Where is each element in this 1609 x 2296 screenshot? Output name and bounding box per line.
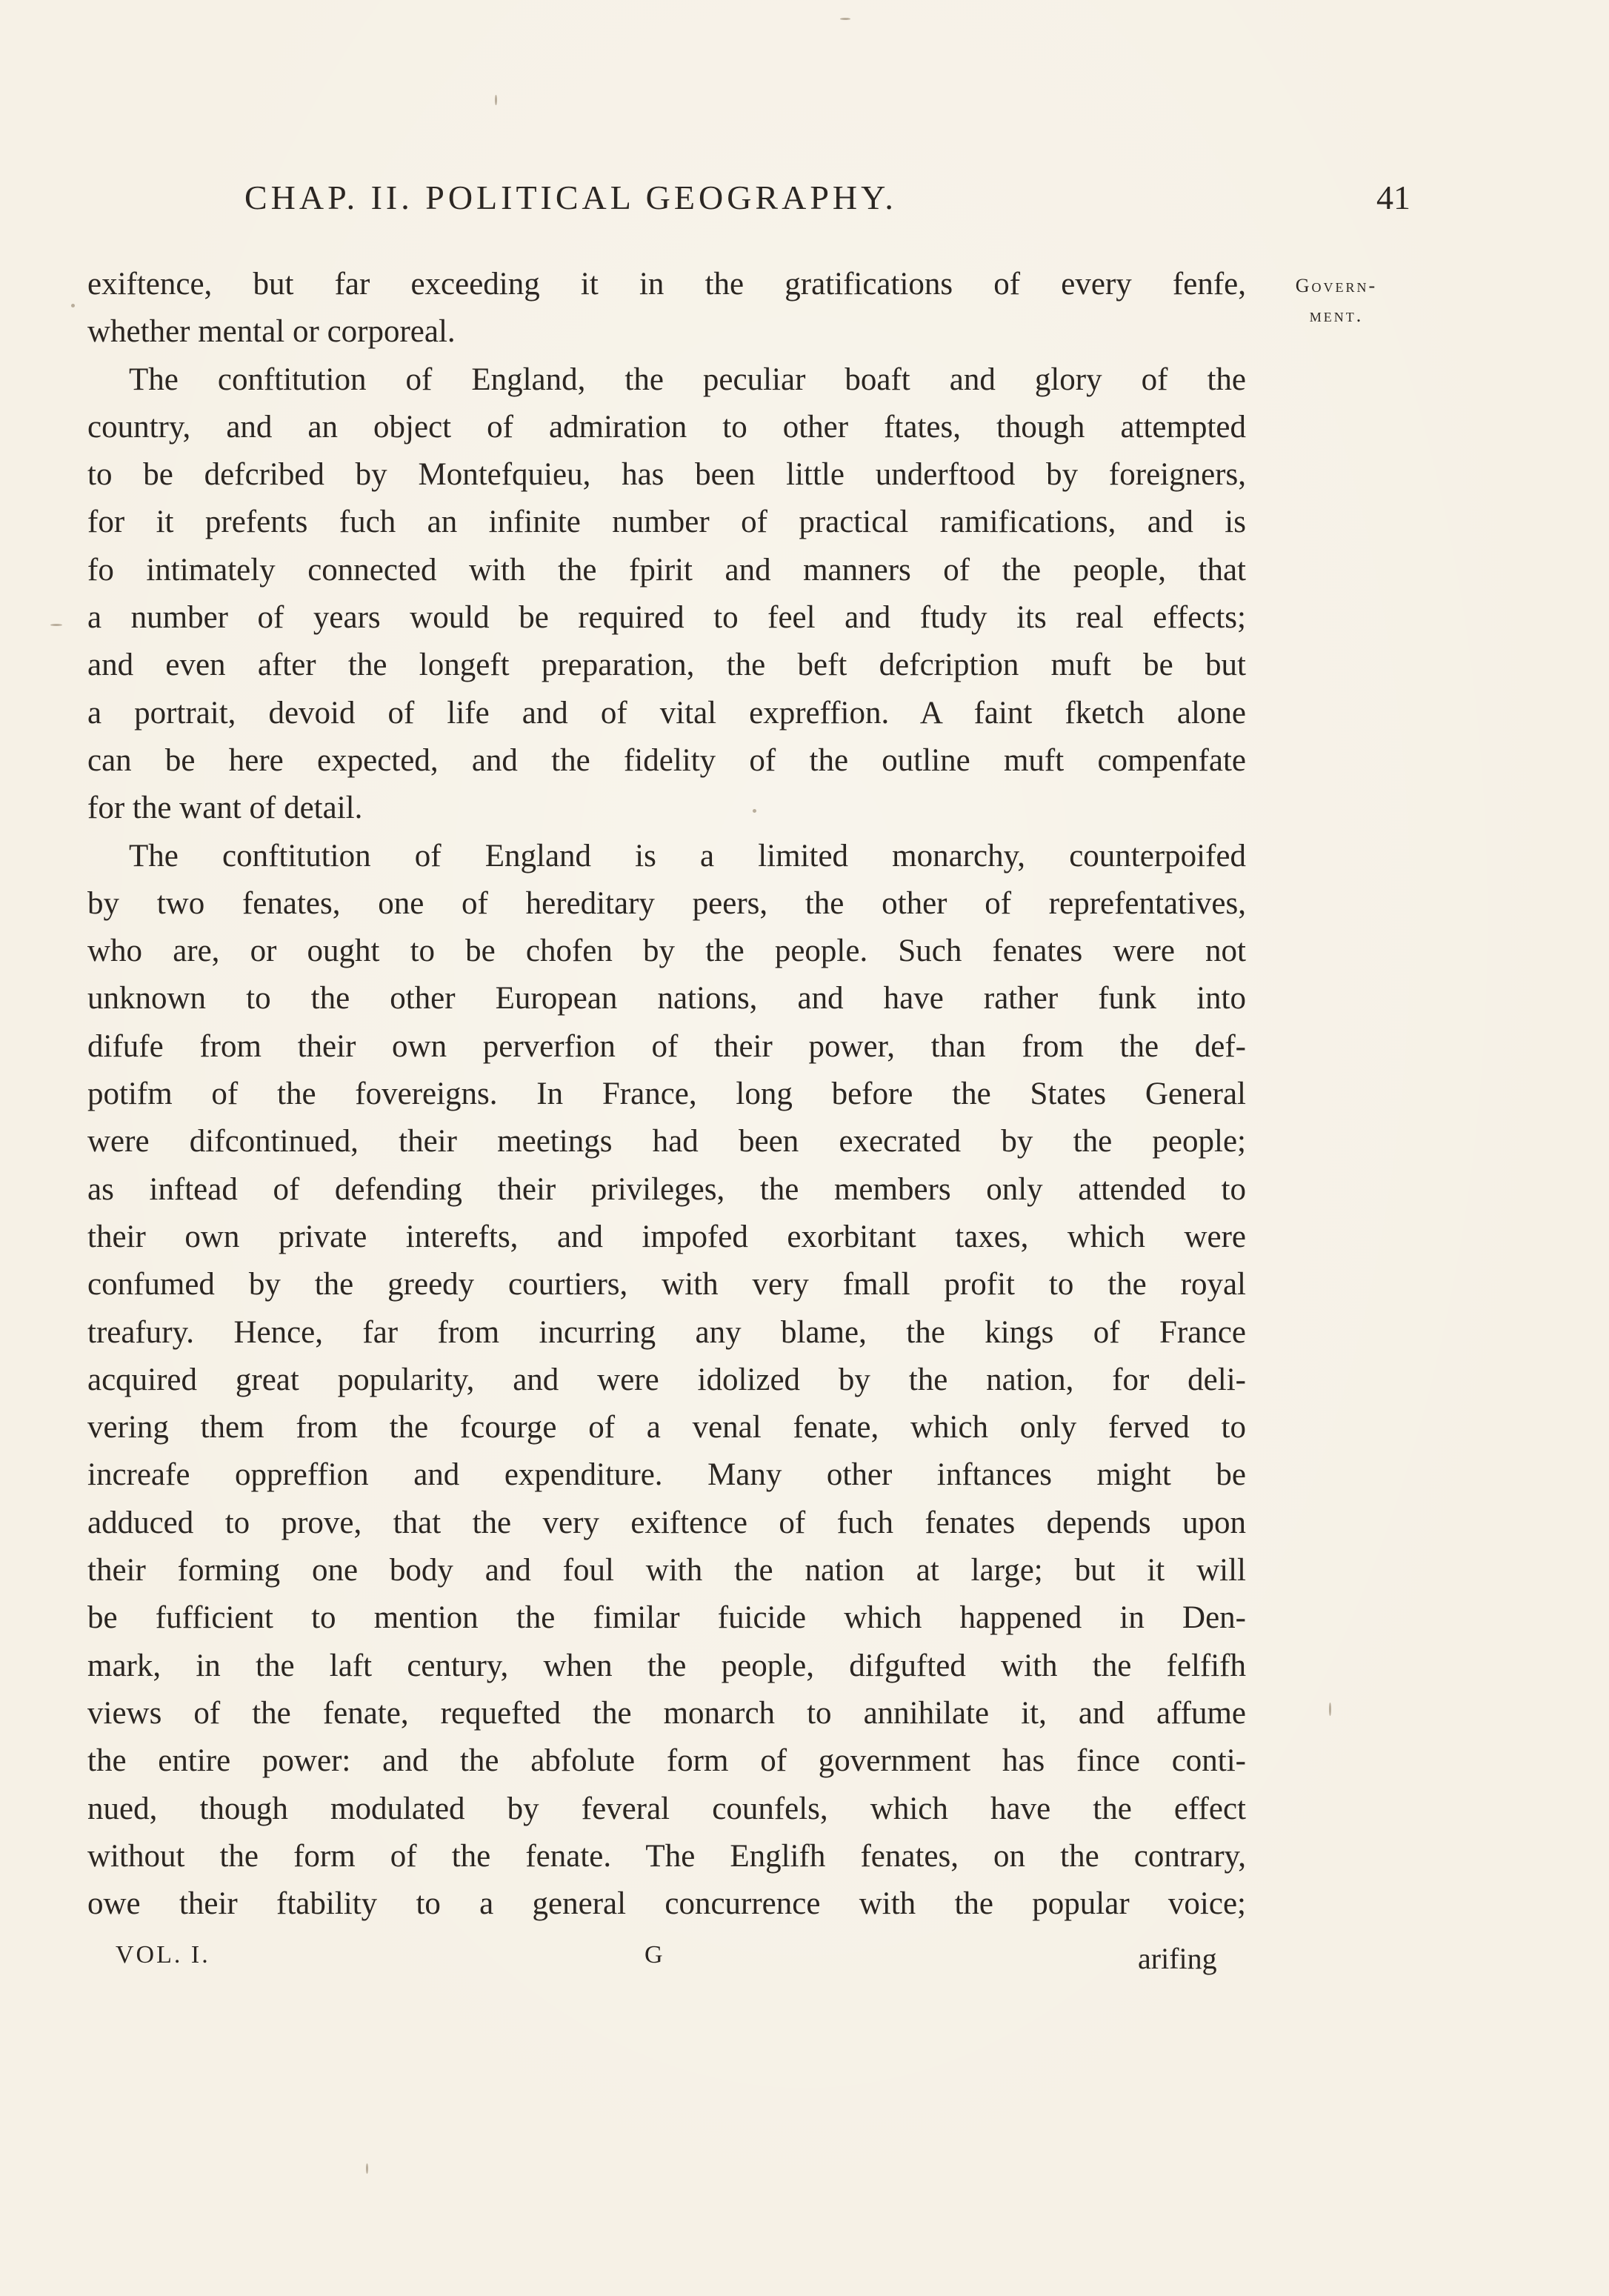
text-line: for it prefents fuch an infinite number of practical ramifications, and is <box>87 505 1246 540</box>
text-line: exiftence, but far exceeding it in the gratifications of every fenfe, <box>87 267 1246 302</box>
text-line: be fufficient to mention the fimilar fuicide which happened in Den- <box>87 1600 1246 1636</box>
text-line: vering them from the fcourge of a venal fenate, which only ferved to <box>87 1410 1246 1445</box>
text-line: without the form of the fenate. The Englifh fenates, on the contrary, <box>87 1838 1246 1874</box>
marginal-note <box>1277 271 1396 330</box>
text-line: fo intimately connected with the fpirit and manners of the people, that <box>87 552 1246 588</box>
text-line: a number of years would be required to feel and ftudy its real effects; <box>87 600 1246 636</box>
text-line: The conftitution of England, the peculiar boaft and glory of the <box>129 362 1246 397</box>
text-line: The conftitution of England is a limited monarchy, counterpoifed <box>129 838 1246 874</box>
text-line: their own private interefts, and impofed exorbitant taxes, which were <box>87 1219 1246 1254</box>
text-line: as inftead of defending their privileges, the members only attended to <box>87 1171 1246 1207</box>
paper-speck <box>71 304 75 307</box>
text-line: can be here expected, and the fidelity of the outline muft compenfate <box>87 742 1246 778</box>
text-line: mark, in the laft century, when the people, difgufted with the felfifh <box>87 1648 1246 1683</box>
text-line: increafe oppreffion and expenditure. Many other inftances might be <box>87 1457 1246 1493</box>
text-line: whether mental or corporeal. <box>87 314 456 350</box>
text-line: the entire power: and the abfolute form of government has fince conti- <box>87 1743 1246 1779</box>
volume-label: VOL. I. <box>116 1941 210 1969</box>
text-line: treafury. Hence, far from incurring any blame, the kings of France <box>87 1314 1246 1350</box>
paper-speck <box>366 2163 368 2174</box>
catchword: arifing <box>1138 1942 1217 1975</box>
marginal-note-line-1: Govern- <box>1295 275 1378 296</box>
paper-speck <box>495 95 497 105</box>
paper-speck <box>753 809 756 813</box>
paper-speck <box>1329 1703 1331 1716</box>
text-line: confumed by the greedy courtiers, with very fmall profit to the royal <box>87 1267 1246 1302</box>
text-line: and even after the longeft preparation, the beft defcription muft be but <box>87 648 1246 683</box>
text-line: country, and an object of admiration to other ftates, though attempted <box>87 409 1246 445</box>
text-line: owe their ftability to a general concurrence with the popular voice; <box>87 1886 1246 1922</box>
text-line: for the want of detail. <box>87 791 363 826</box>
text-line: nued, though modulated by feveral counfels, which have the effect <box>87 1791 1246 1826</box>
text-line: were difcontinued, their meetings had been execrated by the people; <box>87 1124 1246 1159</box>
text-line: views of the fenate, requefted the monarch to annihilate it, and affume <box>87 1695 1246 1731</box>
running-head: CHAP. II. POLITICAL GEOGRAPHY. <box>244 179 897 216</box>
text-line: acquired great popularity, and were idolized by the nation, for deli- <box>87 1362 1246 1397</box>
text-line: a portrait, devoid of life and of vital expreffion. A faint fketch alone <box>87 695 1246 731</box>
paper-speck <box>840 18 850 20</box>
body-text <box>87 261 1246 1928</box>
text-line: their forming one body and foul with the nation at large; but it will <box>87 1553 1246 1588</box>
text-line: potifm of the fovereigns. In France, long before the States General <box>87 1077 1246 1112</box>
text-line: who are, or ought to be chofen by the people. Such fenates were not <box>87 934 1246 969</box>
marginal-note-line-2: ment. <box>1309 305 1364 326</box>
text-line: adduced to prove, that the very exiftence of fuch fenates depends upon <box>87 1505 1246 1540</box>
text-line: to be defcribed by Montefquieu, has been little underftood by foreigners, <box>87 457 1246 493</box>
text-line: difufe from their own perverfion of their power, than from the def- <box>87 1028 1246 1064</box>
page-number: 41 <box>1376 179 1410 216</box>
text-line: by two fenates, one of hereditary peers, the other of reprefentatives, <box>87 885 1246 921</box>
paper-speck <box>50 624 62 626</box>
signature-mark: G <box>644 1941 663 1969</box>
text-line: unknown to the other European nations, and have rather funk into <box>87 981 1246 1016</box>
